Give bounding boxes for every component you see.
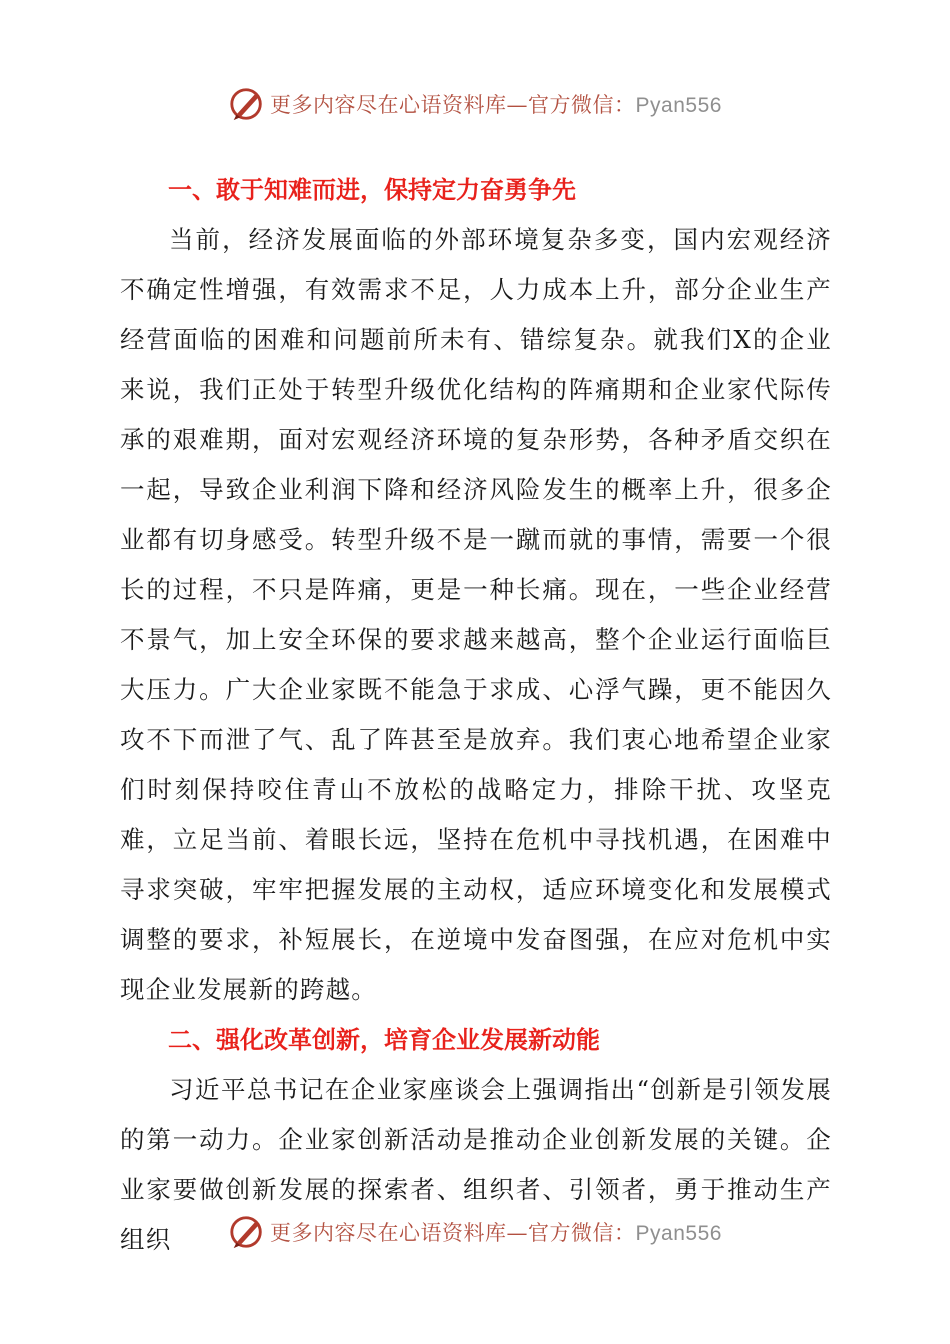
pen-logo-icon: [228, 1213, 266, 1251]
wechat-id: Pyan556: [635, 1222, 722, 1245]
banner-text: 更多内容尽在心语资料库—官方微信：Pyan556: [270, 93, 722, 117]
banner-text: 更多内容尽在心语资料库—官方微信：Pyan556: [270, 1221, 722, 1245]
header-banner: [0, 82, 950, 126]
footer-banner: [0, 1210, 950, 1254]
pen-logo-icon: [228, 85, 266, 123]
wechat-id: Pyan556: [635, 94, 722, 117]
section-heading-2: 二、强化改革创新，培育企业发展新动能: [168, 1026, 600, 1054]
section-paragraph-2: 习近平总书记在企业家座谈会上强调指出“创新是引领发展的第一动力。企业家创新活动是推动企业创新发展的关键。企业家要做创新发展的探索者、组织者、引领者，勇于推动生产组织: [120, 1075, 832, 1254]
section-paragraph-1: 当前，经济发展面临的外部环境复杂多变，国内宏观经济不确定性增强，有效需求不足，人力成本上升，部分企业生产经营面临的困难和问题前所未有、错综复杂。就我们X的企业来说，我们正处于转型升级优化结构的阵痛期和企业家代际传承的艰难期，面对宏观经济环境的复杂形势，各种矛盾交织在一起，导致企业利润下降和经济风险发生的概率上升，很多企业都有切身感受。转型升级不是一蹴而就的事情，需要一个很长的过程，不只是阵痛，更是一种长痛。现在，一些企业经营不景气，加上安全环保的要求越来越高，整个企业运行面临巨大压力。广大企业家既不能急于求成、心浮气躁，更不能因久攻不下而泄了气、乱了阵甚至是放弃。我们衷心地希望企业家们时刻保持咬住青山不放松的战略定力，排除干扰、攻坚克难，立足当前、着眼长远，坚持在危机中寻找机遇，在困难中寻求突破，牢牢把握发展的主动权，适应环境变化和发展模式调整的要求，补短展长，在逆境中发奋图强，在应对危机中实现企业发展新的跨越。: [120, 225, 832, 1004]
section-heading-1: 一、敢于知难而进，保持定力奋勇争先: [168, 176, 576, 204]
document-body: [120, 165, 832, 1265]
